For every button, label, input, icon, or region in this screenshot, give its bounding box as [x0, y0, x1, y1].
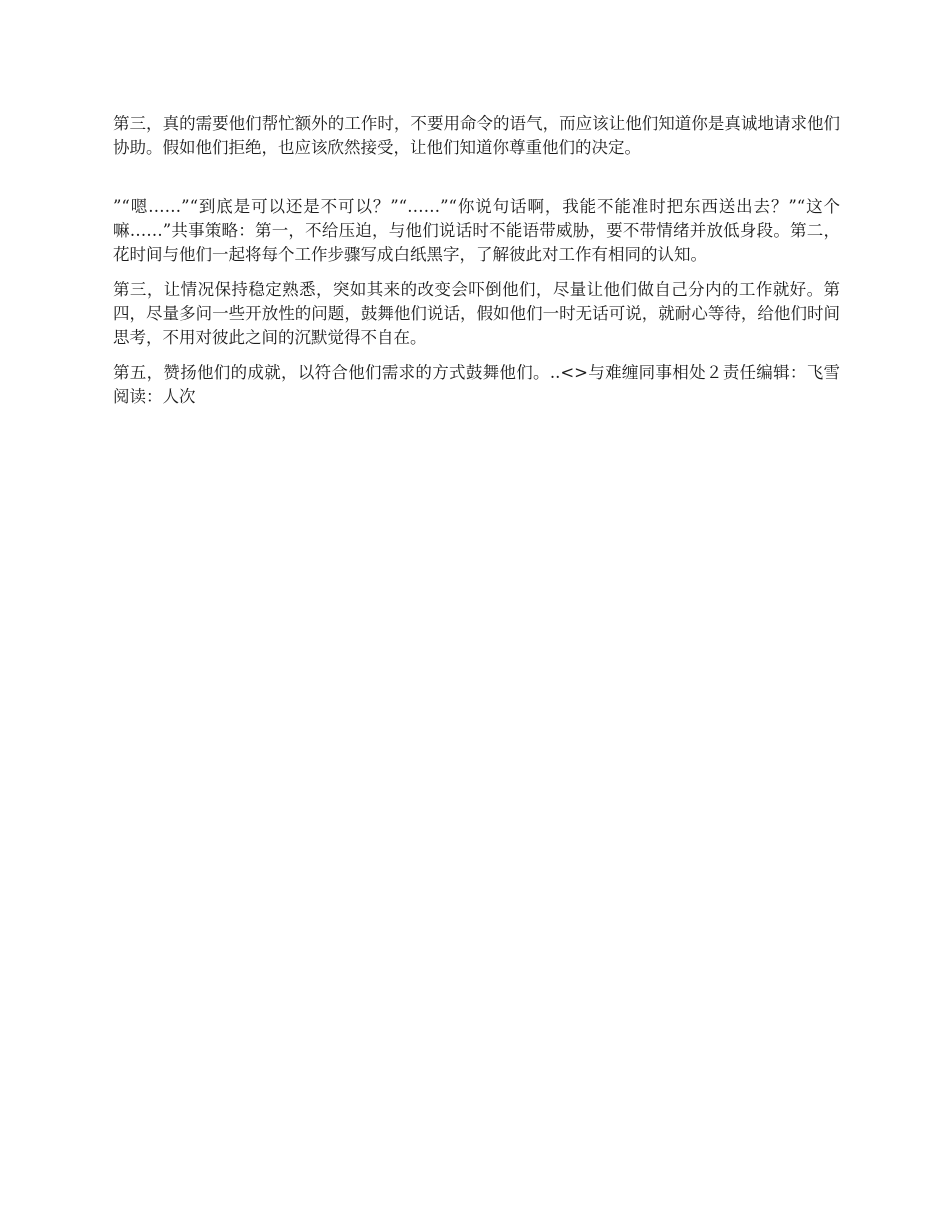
paragraph-request-help: 第三，真的需要他们帮忙额外的工作时，不要用命令的语气，而应该让他们知道你是真诚地请求他们协助。假如他们拒绝，也应该欣然接受，让他们知道你尊重他们的决定。 [113, 114, 840, 157]
paragraph-stable-environment: 第三，让情况保持稳定熟悉，突如其来的改变会吓倒他们，尽量让他们做自己分内的工作就好。第四，尽量多问一些开放性的问题，鼓舞他们说话，假如他们一时无话可说，就耐心等待，给他们时间思考，不用对彼此之间的沉默觉得不自在。 [113, 280, 840, 347]
document-body [113, 112, 840, 420]
paragraph-praise-footer: 第五，赞扬他们的成就，以符合他们需求的方式鼓舞他们。..<>与难缠同事相处２责任编辑：飞雪 阅读：人次 [113, 363, 840, 406]
paragraph-dialogue-strategy: ”“嗯……”“到底是可以还是不可以？”“……”“你说句话啊，我能不能准时把东西送出去？”“这个嘛……”共事策略：第一，不给压迫，与他们说话时不能语带威胁，要不带情绪并放低身段。第二，花时间与他们一起将每个工作步骤写成白纸黑字，了解彼此对工作有相同的认知。 [113, 197, 840, 264]
